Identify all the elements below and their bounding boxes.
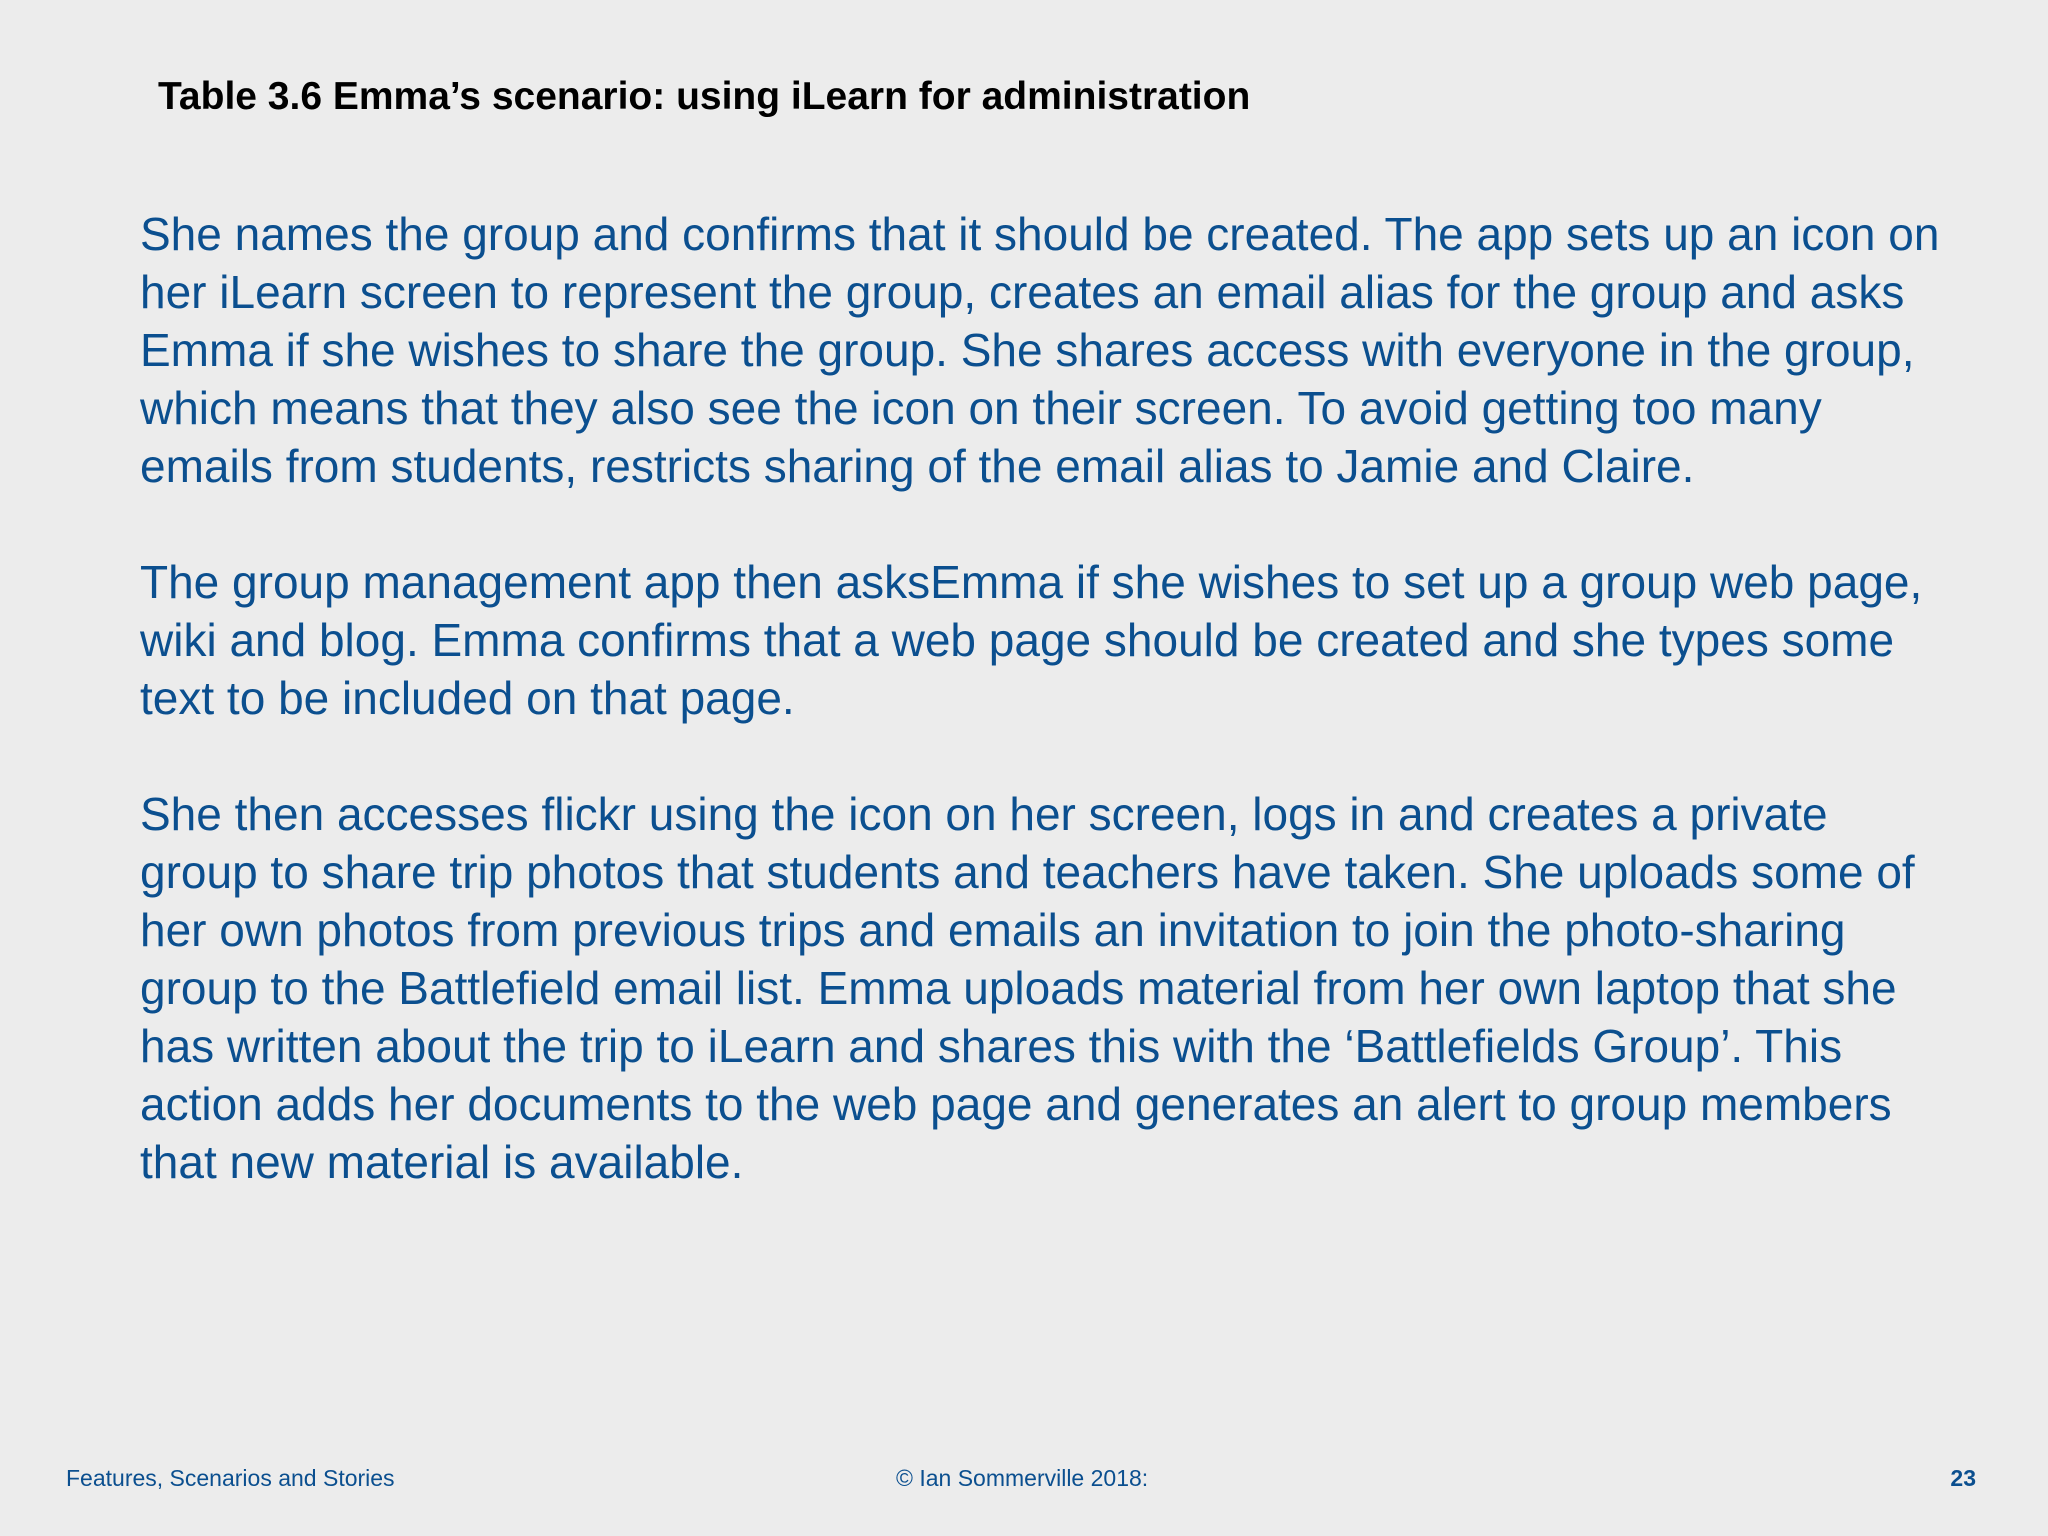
paragraph-3: She then accesses flickr using the icon on her screen, logs in and creates a private group to share trip photos that students and teachers have taken. She uploads some of her own photos from previous trips and emails an invitation to join the photo-sharing group to the Battlefield email list. Emma uploads material from her own laptop that she has written about the trip to iLearn and shares this with the ‘Battlefields Group’. This action adds her documents to the web page and generates an alert to group members that new material is available. bbox=[140, 788, 1915, 1188]
footer-deck-title: Features, Scenarios and Stories bbox=[66, 1465, 395, 1491]
page-number: 23 bbox=[1950, 1465, 1976, 1491]
paragraph-2: The group management app then asksEmma if she wishes to set up a group web page, wiki and blog. Emma confirms that a web page should be created and she types some text to be included on that page. bbox=[140, 556, 1923, 724]
paragraph-1: She names the group and confirms that it should be created. The app sets up an icon on her iLearn screen to represent the group, creates an email alias for the group and asks Emma if she wishes to share the group. She shares access with everyone in the group, which means that they also see the icon on their screen. To avoid getting too many emails from students, restricts sharing of the email alias to Jamie and Claire. bbox=[140, 208, 1940, 492]
footer-copyright: © Ian Sommerville 2018: bbox=[896, 1465, 1149, 1491]
slide-body bbox=[140, 205, 1940, 1249]
slide-title: Table 3.6 Emma’s scenario: using iLearn for administration bbox=[158, 75, 1251, 118]
